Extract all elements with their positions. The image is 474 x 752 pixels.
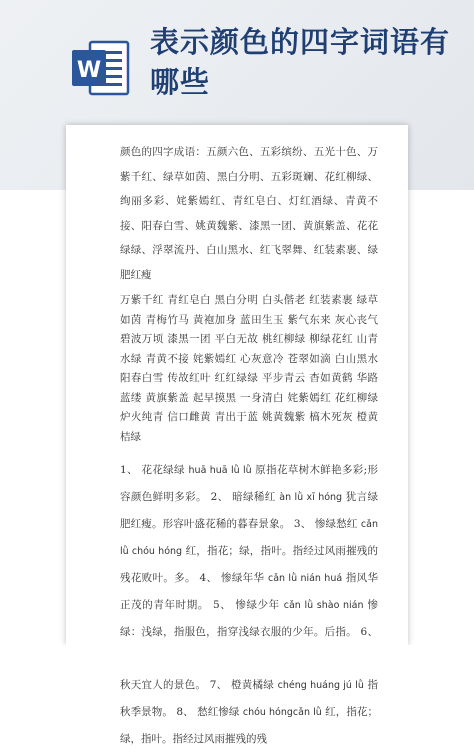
entry-5-pinyin: cǎn lǜ shào nián [283, 600, 364, 611]
entry-6-text: 秋天宜人的景色。 [120, 679, 207, 691]
entry-4-text: 指风华正茂的青年时期。 [120, 572, 379, 611]
entry-3-lead: 3、 惨绿愁红 [293, 518, 361, 530]
word-logo-letter: W [76, 58, 102, 83]
entry-1-text: 原指花草树木鲜艳多彩;形容颜色鲜明多彩。 [120, 464, 379, 503]
entry-1-pinyin: huā huā lǜ lǜ [188, 465, 252, 476]
entry-5-text: 惨绿：浅绿，指服色，指穿浅绿衣服的少年。后指。 [120, 599, 378, 638]
entry-8-text: 红，指花；绿，指叶。指经过风雨摧残的残 [120, 706, 379, 745]
entry-1-lead: 1、 花花绿绿 [120, 464, 189, 476]
entry-3-pinyin: cǎn lǜ chóu hóng [120, 519, 378, 557]
entry-7-pinyin: chéng huáng jú lǜ [277, 680, 364, 691]
entry-8-lead: 8、 愁红惨绿 [176, 706, 243, 718]
entry-2-text: 犹言绿肥红瘦。形容叶盛花稀的暮春景象。 [120, 491, 379, 530]
paragraph-color-idioms: 颜色的四字成语：五颜六色、五彩缤纷、五光十色、万紫千红、绿草如茵、黑白分明、五彩斑斓、花红柳绿、绚丽多彩、姹紫嫣红、青红皂白、灯红酒绿、青黄不接、阳春白雪、姚黄魏紫、漆黑一团、黄旗紫盖、花花绿绿、浮翠流丹、白山黑水、红飞翠舞、红装素裹、绿肥红瘦 [120, 146, 378, 281]
entry-2-lead: 2、 暗绿稀红 [210, 491, 280, 503]
entry-8-pinyin: chóu hóngcǎn lǜ [242, 707, 322, 718]
paragraph-idiom-list: 万紫千红 青红皂白 黑白分明 白头偕老 红装素裹 绿草如茵 青梅竹马 黄袍加身 蓝田生玉 紫气东来 灰心丧气 碧波万顷 漆黑一团 平白无故 桃红柳绿 柳绿花红 山青水绿 青黄不接 姹紫嫣红 心灰意冷 苍翠如滴 白山黑水 阳春白雪 传故红叶 红红绿绿 平步青云 杳如黄鹤 华路蓝缕 黄旗紫盖 起早摸黑 一身清白 姹紫嫣红 花红柳绿 炉火纯青 信口雌黄 青出于蓝 姚黄魏紫 槁木死灰 橙黄桔绿 [120, 294, 378, 443]
entry-2-pinyin: àn lǜ xī hóng [279, 492, 343, 503]
page-bottom-margin [0, 645, 474, 669]
page-title: 表示颜色的四字词语有哪些 [150, 25, 451, 99]
entry-4-lead: 4、 惨绿年华 [199, 572, 269, 584]
entry-7-text: 指秋季景物。 [120, 679, 379, 718]
entry-5-lead: 5、 惨绿少年 [212, 599, 284, 611]
entry-3-text: 红，指花；绿，指叶。指经过风雨摧残的残花败叶。多。 [120, 545, 378, 584]
entry-7-lead: 7、 橙黄橘绿 [209, 679, 278, 691]
entry-6-lead: 6、 [360, 626, 378, 638]
word-document-icon [68, 36, 132, 100]
paragraph-idiom-entries [120, 457, 378, 752]
entry-4-pinyin: cǎn lǜ nián huá [268, 573, 343, 584]
